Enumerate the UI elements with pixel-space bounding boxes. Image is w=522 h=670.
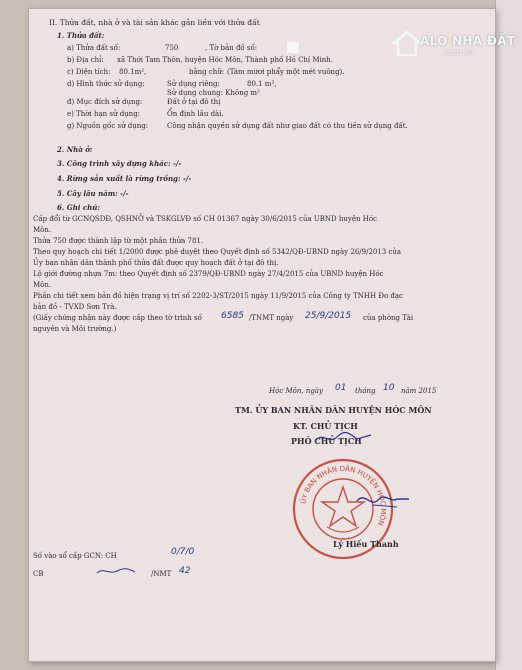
issue-year: năm 2015 [401,387,437,395]
watermark-brand: ALO NHÀ ĐẤT [420,34,516,48]
usage-form-value2: Sử dụng chung: Không m² [167,89,260,97]
purpose-label: đ) Mục đích sử dụng: [67,98,143,106]
issue-date-prefix: Hóc Môn, ngày [269,387,323,395]
handwritten-cert-number: 6585 [221,311,244,321]
seal-text: ỦY BAN NHÂN DÂN HUYỆN HÓC MÔN [299,464,388,527]
note-line: Môn. [33,226,52,234]
issue-month: 10 [383,383,395,393]
signature-org: TM. ỦY BAN NHÂN DÂN HUYỆN HÓC MÔN [235,405,432,415]
notes-heading: 6. Ghi chú: [57,203,100,212]
parcel-number-label: a) Thửa đất số: [67,44,121,52]
usage-form-area: 80.1 m², [247,80,277,88]
note-line: Phần chi tiết xem bản đồ hiện trạng vị trí số 2202-3/ST/2015 ngày 11/9/2015 của Công ty TNHH Đo đạc [33,292,403,300]
adjacent-page-edge [495,0,522,670]
construction-heading: 3. Công trình xây dựng khác: -/- [57,159,182,168]
usage-form-value: Sử dụng riêng: [167,80,220,88]
area-words-label: bằng chữ: [189,68,225,76]
cb-label: CB [33,570,44,578]
land-heading: 1. Thửa đất: [57,31,105,40]
area-label: c) Diện tích: [67,68,111,76]
note-line: Cấp đổi từ GCNQSDĐ, QSHNỞ và TSKGLVĐ số CH 01367 ngày 30/6/2015 của UBND huyện Hóc [33,215,377,223]
alonhadat-watermark [380,28,520,78]
handwritten-signature [353,487,413,513]
signature-initial [313,429,373,447]
term-value: Ổn định lâu dài. [167,110,224,118]
cert-text-b: /TNMT ngày [249,314,294,322]
land-certificate-page [28,8,496,662]
signature-kt: KT. CHỦ TỊCH [293,421,358,431]
issue-month-label: tháng [355,387,376,395]
purpose-value: Đất ở tại đô thị [167,98,221,106]
cb-handwritten-scribble [95,565,137,577]
house-icon [390,28,424,58]
usage-form-label: d) Hình thức sử dụng: [67,80,145,88]
register-number-label: Số vào sổ cấp GCN: CH [33,552,117,560]
cb-handwritten-number: 42 [179,566,191,576]
signer-name: Lý Hiếu Thanh [333,539,399,549]
cert-text-c: của phòng Tài [363,314,414,322]
address-value: xã Thới Tam Thôn, huyện Hóc Môn, Thành phố Hồ Chí Minh. [117,56,334,64]
note-line: Thửa 750 được thành lập từ một phần thửa 781. [33,237,204,245]
cert-text-line2: nguyên và Môi trường.) [33,325,117,333]
address-label: b) Địa chỉ: [67,56,104,64]
parcel-number-value: 750 [165,44,179,52]
note-line: Lộ giới đường nhựa 7m: theo Quyết định số 2379/QĐ-UBND ngày 27/4/2015 của UBND huyện Hóc [33,270,384,278]
note-line: Ủy ban nhân dân thành phố thửa đất được quy hoạch đất ở tại đô thị. [33,259,279,267]
signature-role: PHÓ CHỦ TỊCH [291,436,362,446]
redaction-box [287,42,299,53]
note-line: Môn. [33,281,52,289]
issue-day: 01 [335,383,347,393]
term-label: e) Thời hạn sử dụng: [67,110,141,118]
origin-label: g) Nguồn gốc sử dụng: [67,122,149,130]
area-words: (Tám mươi phẩy một mét vuông). [227,68,345,76]
house-heading: 2. Nhà ở: [57,145,93,154]
watermark-domain: .com.vn [442,48,474,57]
register-number-handwritten: 0/7/0 [171,547,195,557]
origin-value: Công nhận quyền sử dụng đất như giao đất có thu tiền sử dụng đất. [167,122,408,130]
section-title: II. Thửa đất, nhà ở và tài sản khác gắn liền với thửa đất [49,18,260,27]
note-line: Theo quy hoạch chi tiết 1/2000 được phê duyệt theo Quyết định số 5342/QĐ-UBND ngày 26/9/2013 của [33,248,402,256]
handwritten-cert-date: 25/9/2015 [305,311,352,321]
forest-heading: 4. Rừng sản xuất là rừng trồng: -/- [57,174,192,183]
area-value: 80.1m², [119,68,147,76]
perennial-heading: 5. Cây lâu năm: -/- [57,189,129,198]
note-line: bản đồ - TVXD Sơn Trà. [33,303,117,311]
map-sheet-label: , Tờ bản đồ số: [205,44,258,52]
cert-text-a: (Giấy chứng nhận này được cấp theo tờ trình số [33,314,202,322]
cb-suffix: /NMT [151,570,172,578]
